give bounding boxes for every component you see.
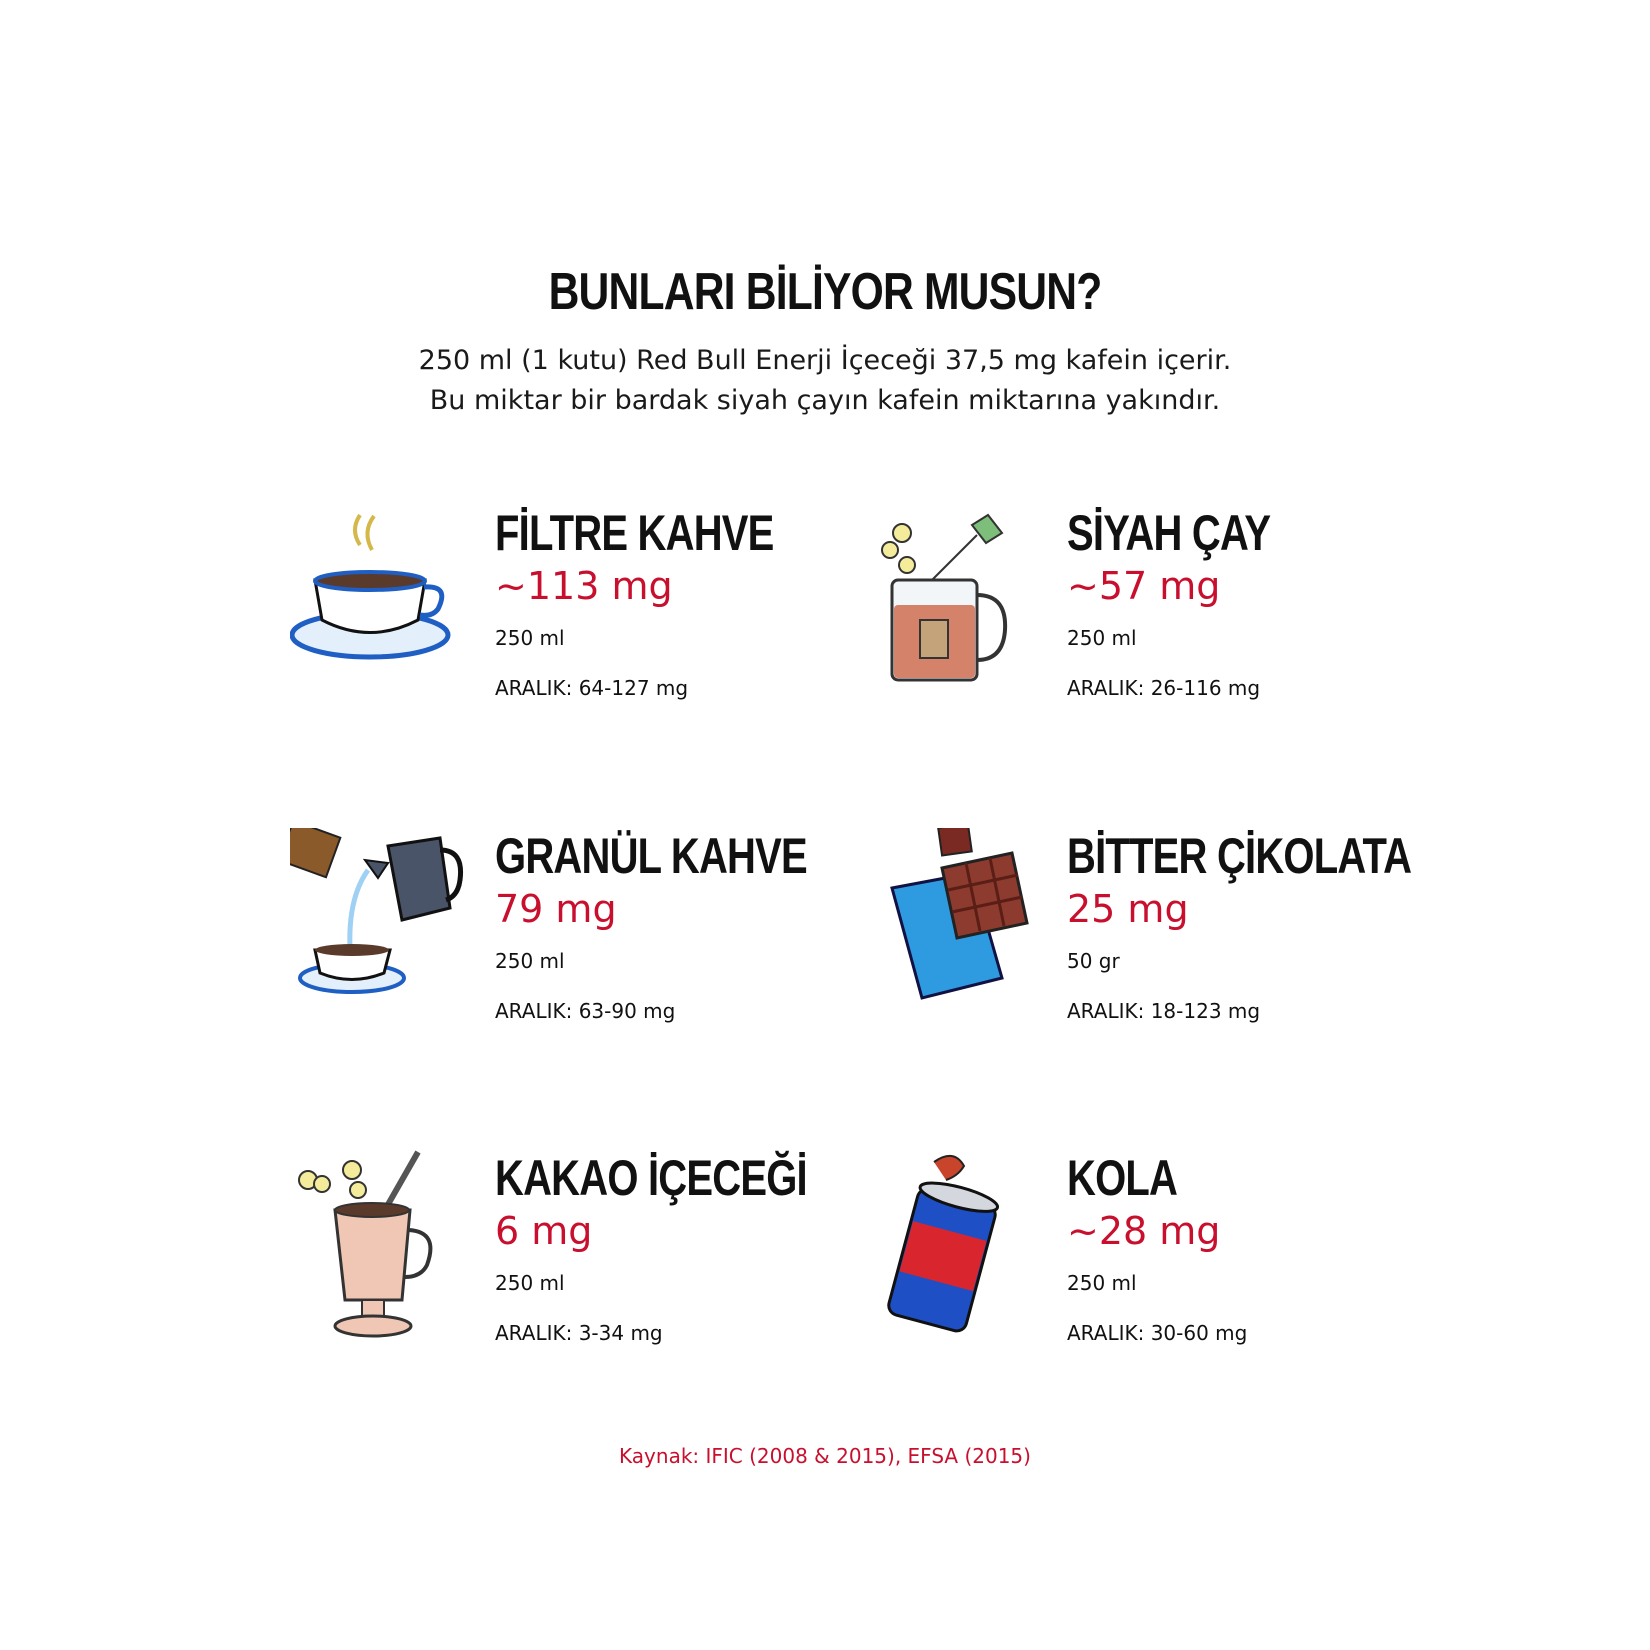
item-caffeine: ~113 mg — [495, 564, 673, 608]
item-volume: 250 ml — [495, 1271, 565, 1295]
item-range: ARALIK: 64-127 mg — [495, 676, 689, 700]
item-range: ARALIK: 63-90 mg — [495, 999, 676, 1023]
item-name: KOLA — [1067, 1150, 1178, 1206]
intro-line-2: Bu miktar bir bardak siyah çayın kafein miktarına yakındır. — [429, 385, 1221, 416]
page-title: BUNLARI BİLİYOR MUSUN? — [548, 263, 1102, 321]
item-name: FİLTRE KAHVE — [495, 505, 774, 561]
item-caffeine: ~28 mg — [1067, 1209, 1221, 1253]
list-item — [862, 1150, 1422, 1390]
item-caffeine: 6 mg — [495, 1209, 593, 1253]
item-volume: 250 ml — [495, 626, 565, 650]
list-item — [862, 828, 1422, 1068]
cocoa-mug-icon — [290, 1150, 480, 1350]
tea-glass-icon — [862, 505, 1052, 705]
list-item — [862, 505, 1422, 745]
source-note: Kaynak: IFIC (2008 & 2015), EFSA (2015) — [619, 1444, 1031, 1468]
item-name: GRANÜL KAHVE — [495, 828, 807, 884]
item-volume: 250 ml — [1067, 626, 1137, 650]
item-caffeine: 25 mg — [1067, 887, 1189, 931]
list-item — [290, 505, 850, 745]
item-name: KAKAO İÇECEĞİ — [495, 1150, 807, 1206]
item-range: ARALIK: 26-116 mg — [1067, 676, 1261, 700]
item-caffeine: 79 mg — [495, 887, 617, 931]
list-item — [290, 1150, 850, 1390]
list-item — [290, 828, 850, 1068]
item-range: ARALIK: 18-123 mg — [1067, 999, 1261, 1023]
item-volume: 250 ml — [495, 949, 565, 973]
item-range: ARALIK: 3-34 mg — [495, 1321, 663, 1345]
item-volume: 50 gr — [1067, 949, 1120, 973]
item-name: BİTTER ÇİKOLATA — [1067, 828, 1412, 884]
intro-line-1: 250 ml (1 kutu) Red Bull Enerji İçeceği 37,5 mg kafein içerir. — [418, 345, 1232, 376]
item-name: SİYAH ÇAY — [1067, 505, 1271, 561]
kettle-icon — [290, 828, 480, 1028]
coffee-cup-icon — [290, 505, 480, 705]
item-caffeine: ~57 mg — [1067, 564, 1221, 608]
chocolate-bar-icon — [862, 828, 1052, 1028]
cola-can-icon — [862, 1150, 1052, 1350]
item-range: ARALIK: 30-60 mg — [1067, 1321, 1248, 1345]
item-volume: 250 ml — [1067, 1271, 1137, 1295]
